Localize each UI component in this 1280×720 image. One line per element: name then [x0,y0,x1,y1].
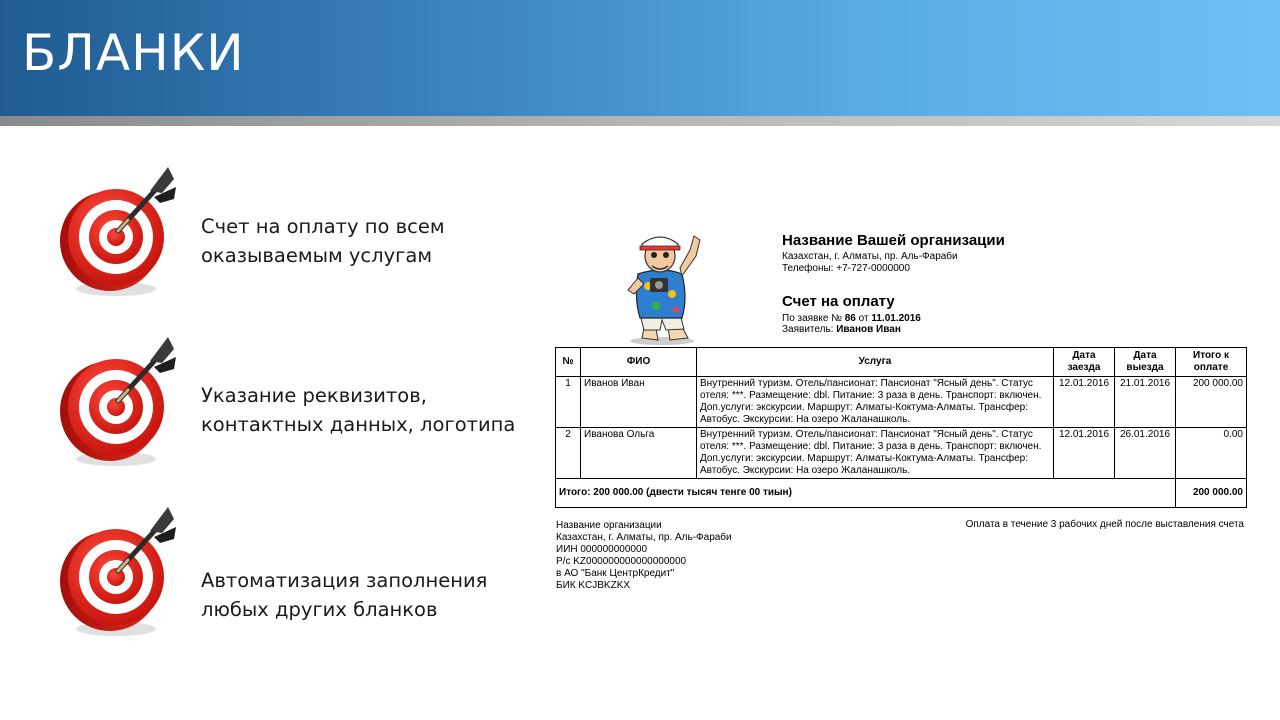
requisites-block [556,520,732,592]
invoice-items-table [555,347,1247,508]
target-dart-icon [50,335,185,475]
cell-date-out: 21.01.2016 [1115,377,1176,428]
applicant-name: Иванов Иван [836,324,901,335]
total-label: Итого: 200 000.00 (двести тысяч тенге 00 тиын) [556,479,1176,508]
column-header-date-out: Дата выезда [1115,348,1176,377]
payment-note: Оплата в течение 3 рабочих дней после выставления счета [965,519,1244,530]
order-from: от [858,313,869,324]
requisite-line: Название организации [556,520,662,531]
cell-num: 1 [556,377,581,428]
applicant-label: Заявитель: [782,324,834,335]
organization-phone: Телефоны: +7-727-0000000 [782,263,910,274]
requisite-line: Казахстан, г. Алматы, пр. Аль-Фараби [556,532,732,543]
requisite-line: БИК KCJBKZKX [556,580,631,591]
column-header-fio: ФИО [581,348,697,377]
order-number: 86 [844,313,856,324]
target-dart-icon [50,165,185,305]
order-prefix: По заявке № [782,313,842,324]
total-value: 200 000.00 [1176,479,1247,508]
target-dart-icon [50,505,185,645]
cell-total: 200 000.00 [1176,377,1247,428]
organization-address: Казахстан, г. Алматы, пр. Аль-Фараби [782,251,958,262]
total-row [556,479,1247,508]
invoice-title: Счет на оплату [782,293,895,310]
bullet-line: контактных данных, логотипа [201,413,516,436]
cell-date-in: 12.01.2016 [1054,377,1115,428]
column-header-date-in: Дата заезда [1054,348,1115,377]
bullet-line: Указание реквизитов, [201,384,427,407]
table-row [556,428,1247,479]
cell-fio: Иванова Ольга [581,428,697,479]
tourist-logo [620,228,710,346]
bullet-item [201,212,445,270]
bullet-line: оказываемым услугам [201,244,433,267]
header-divider [0,116,1280,126]
cell-fio: Иванов Иван [581,377,697,428]
bullet-line: Счет на оплату по всем [201,215,445,238]
cell-date-out: 26.01.2016 [1115,428,1176,479]
page-title: БЛАНКИ [22,24,245,82]
cell-total: 0.00 [1176,428,1247,479]
order-date: 11.01.2016 [871,313,921,324]
table-row [556,377,1247,428]
bullet-line: любых других бланков [201,598,438,621]
column-header-num: № [556,348,581,377]
applicant [782,324,901,336]
column-header-service: Услуга [697,348,1054,377]
cell-num: 2 [556,428,581,479]
requisite-line: в АО "Банк ЦентрКредит" [556,568,675,579]
cell-service: Внутренний туризм. Отель/пансионат: Пансионат "Ясный день". Статус отеля: ***. Размещение: dbl. Питание: 3 раза в день. Транспорт: включен. Доп.услуги: экскурсии. Маршрут: Алматы-Коктума-Алматы. Трансфер: Автобус. Экскурсии: На озеро Жаланашколь. [697,428,1054,479]
organization-name: Название Вашей организации [782,232,1005,249]
table-header-row [556,348,1247,377]
bullet-item [201,566,487,624]
requisite-line: ИИН 000000000000 [556,544,648,555]
header-banner [0,0,1280,116]
bullet-item [201,381,515,439]
cell-service: Внутренний туризм. Отель/пансионат: Пансионат "Ясный день". Статус отеля: ***. Размещение: dbl. Питание: 3 раза в день. Транспорт: включен. Доп.услуги: экскурсии. Маршрут: Алматы-Коктума-Алматы. Трансфер: Автобус. Экскурсии: На озеро Жаланашколь. [697,377,1054,428]
bullet-line: Автоматизация заполнения [201,569,488,592]
requisite-line: Р/с KZ000000000000000000 [556,556,687,567]
cell-date-in: 12.01.2016 [1054,428,1115,479]
column-header-total: Итого к оплате [1176,348,1247,377]
